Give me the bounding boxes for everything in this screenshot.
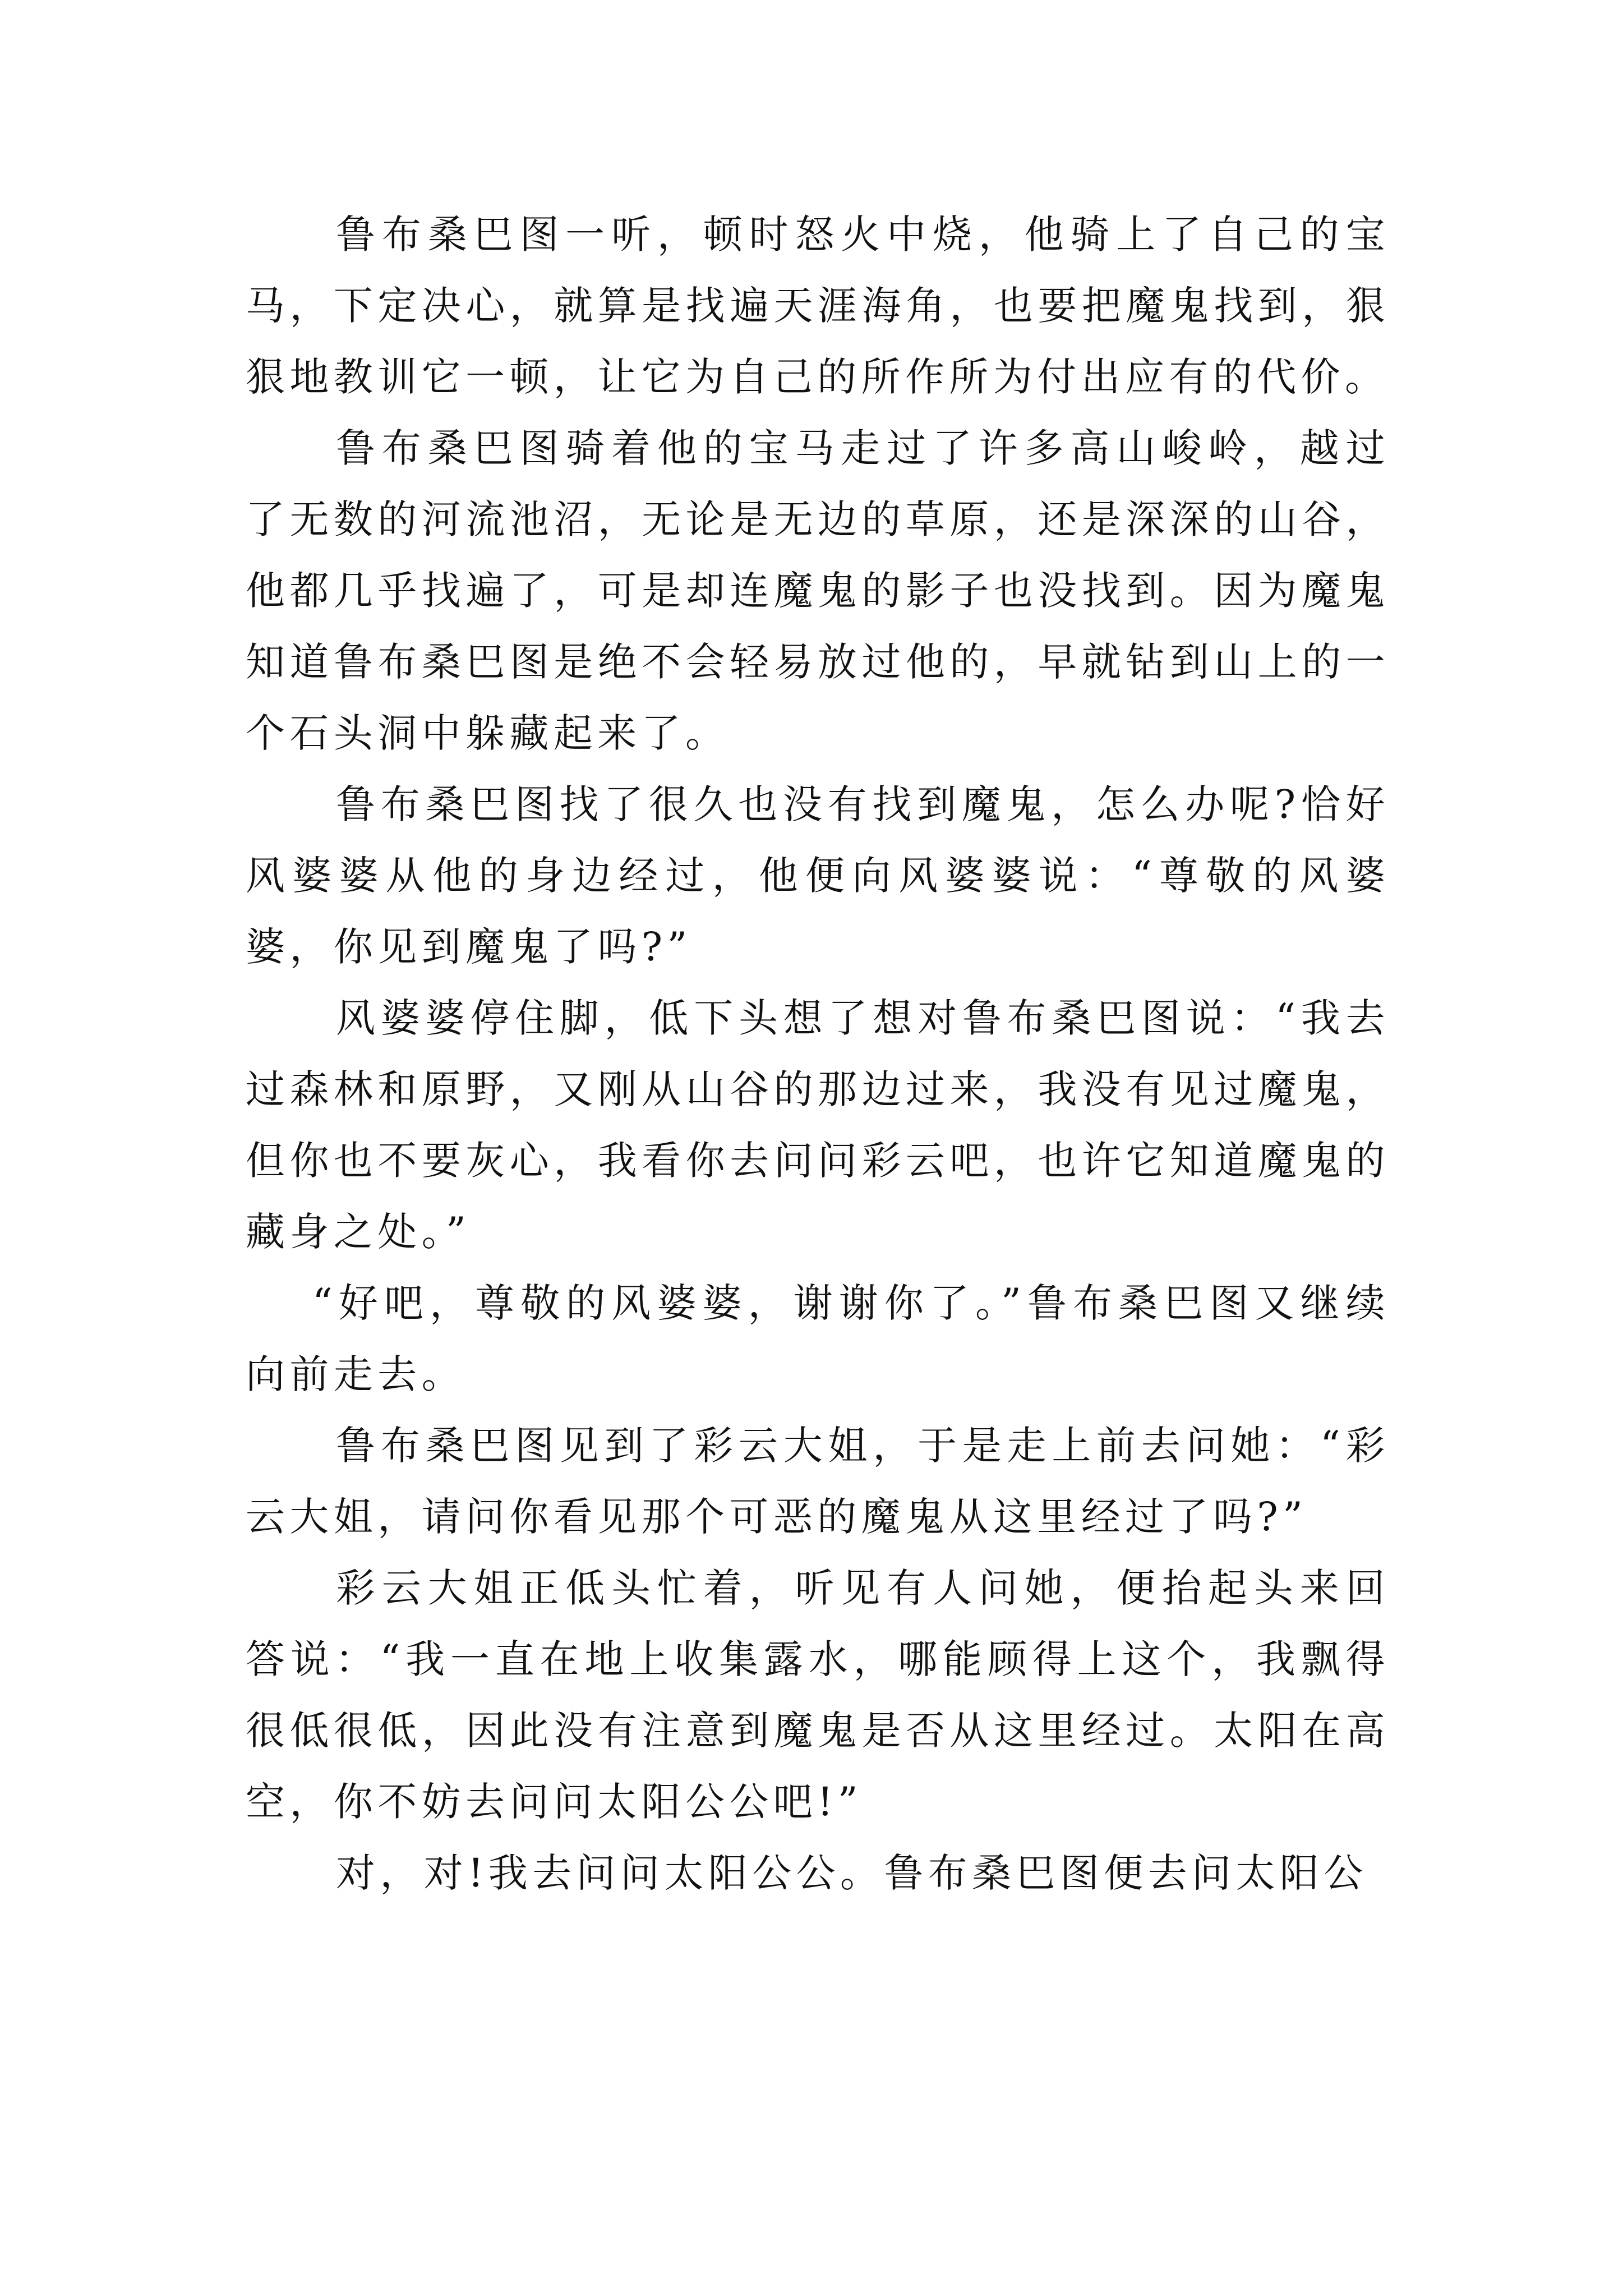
paragraph-4: 风婆婆停住脚，低下头想了想对鲁布桑巴图说：“我去过森林和原野，又刚从山谷的那边过来，我没有见过魔鬼，但你也不要灰心，我看你去问问彩云吧，也许它知道魔鬼的藏身之处。” (246, 995, 1390, 1255)
paragraph-8: 对，对!我去问问太阳公公。鲁布桑巴图便去问太阳公 (336, 1850, 1368, 1896)
paragraph-3: 鲁布桑巴图找了很久也没有找到魔鬼，怎么办呢?恰好风婆婆从他的身边经过，他便向风婆婆说：“尊敬的风婆婆，你见到魔鬼了吗?” (246, 781, 1390, 970)
paragraph-1: 鲁布桑巴图一听，顿时怒火中烧，他骑上了自己的宝马，下定决心，就算是找遍天涯海角，也要把魔鬼找到，狠狠地教训它一顿，让它为自己的所作所为付出应有的代价。 (246, 211, 1390, 400)
paragraph-2: 鲁布桑巴图骑着他的宝马走过了许多高山峻岭，越过了无数的河流池沼，无论是无边的草原，还是深深的山谷，他都几乎找遍了，可是却连魔鬼的影子也没找到。因为魔鬼知道鲁布桑巴图是绝不会轻易放过他的，早就钻到山上的一个石头洞中躲藏起来了。 (246, 425, 1390, 756)
paragraph-5: “好吧，尊敬的风婆婆，谢谢你了。”鲁布桑巴图又继续向前走去。 (246, 1280, 1390, 1397)
paragraph-6: 鲁布桑巴图见到了彩云大姐，于是走上前去问她：“彩云大姐，请问你看见那个可恶的魔鬼从这里经过了吗?” (246, 1423, 1390, 1540)
document-body (246, 199, 1390, 1909)
paragraph-7: 彩云大姐正低头忙着，听见有人问她，便抬起头来回答说：“我一直在地上收集露水，哪能顾得上这个，我飘得很低很低，因此没有注意到魔鬼是否从这里经过。太阳在高空，你不妨去问问太阳公公吧!” (246, 1565, 1390, 1825)
